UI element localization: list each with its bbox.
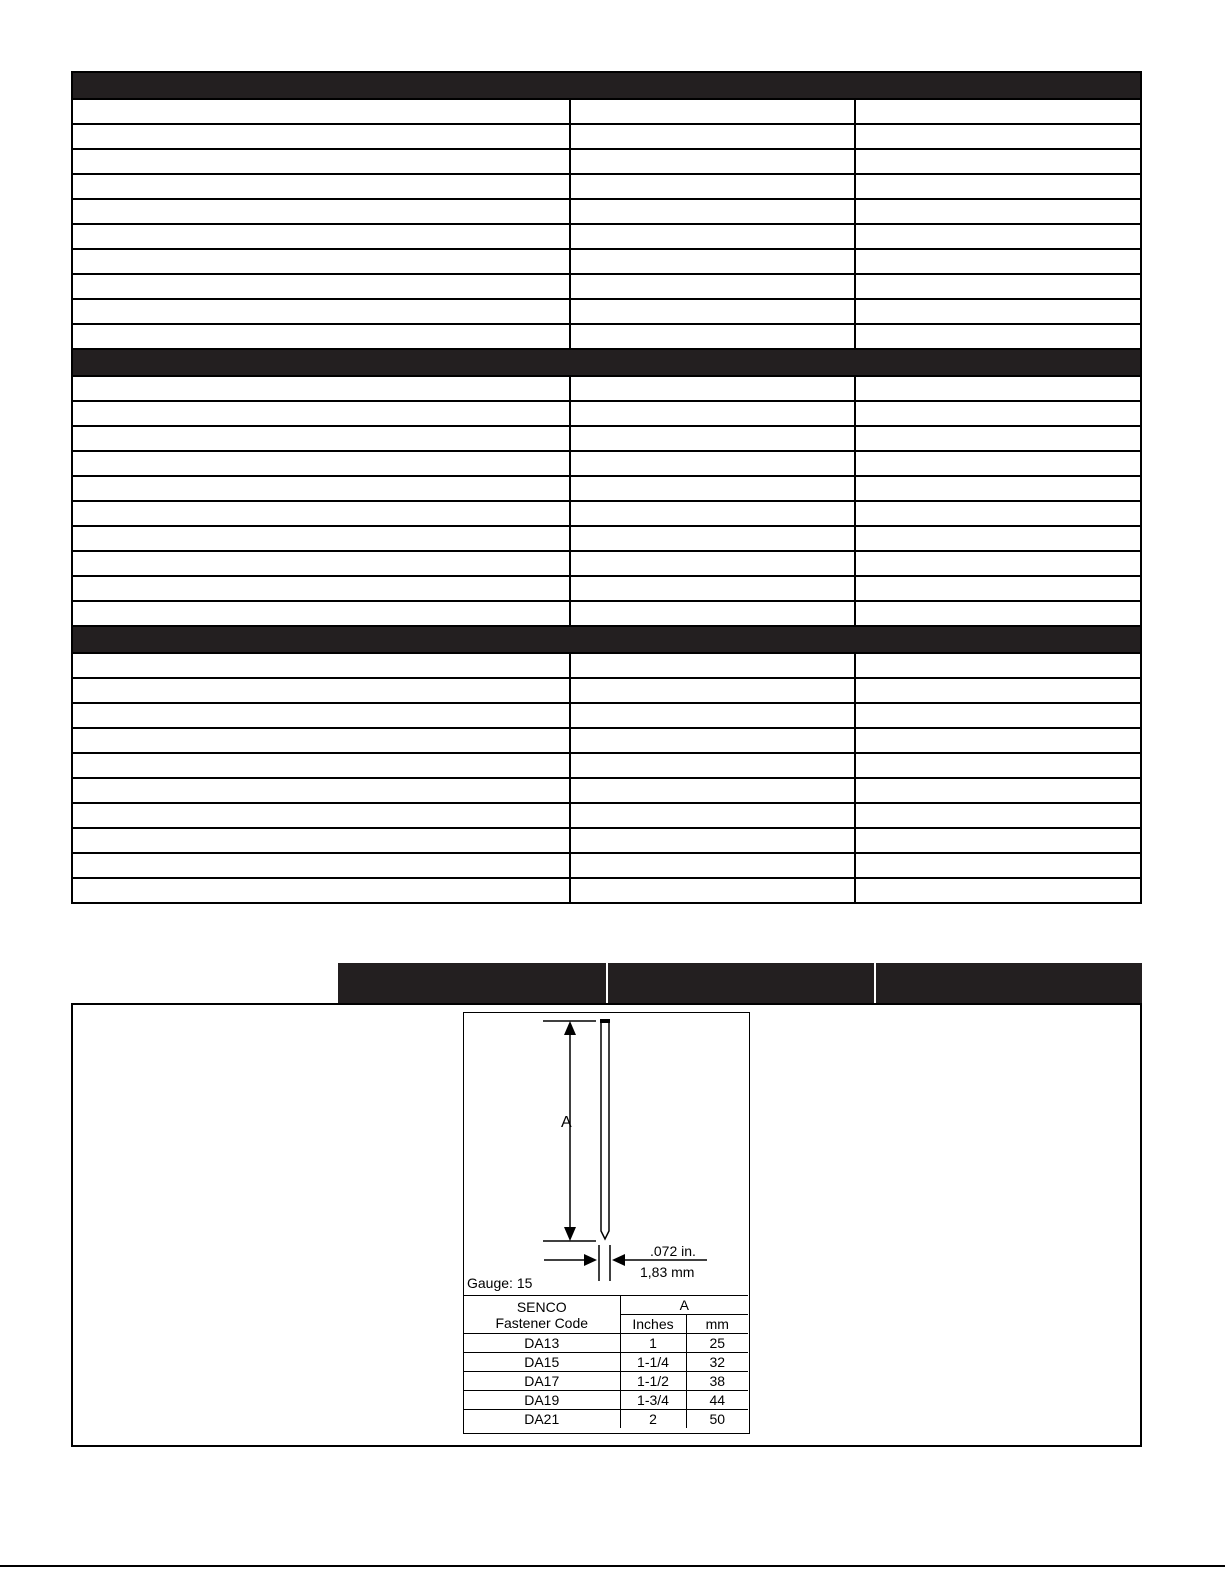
mm-header: mm — [686, 1315, 748, 1334]
diameter-inch-label: .072 in. — [650, 1243, 696, 1259]
table-row — [73, 500, 1140, 525]
table-row — [73, 802, 1140, 827]
table-row — [73, 450, 1140, 475]
table-row — [73, 600, 1140, 625]
nail-head — [600, 1019, 610, 1023]
table-row — [73, 827, 1140, 852]
table-row — [73, 298, 1140, 323]
spec-section-header-2 — [73, 348, 1140, 375]
table-row — [73, 777, 1140, 802]
table-row — [73, 248, 1140, 273]
spec-table — [71, 71, 1142, 904]
table-row — [73, 475, 1140, 500]
table-row — [73, 702, 1140, 727]
fastener-table — [464, 1295, 748, 1428]
dimension-a-label: A — [561, 1114, 572, 1131]
table-row: DA15 1-1/4 32 — [464, 1353, 748, 1372]
table-row — [73, 525, 1140, 550]
code-header: SENCO Fastener Code — [464, 1296, 620, 1334]
spec-section-header-3 — [73, 625, 1140, 652]
table-row — [73, 877, 1140, 902]
page-bottom-rule — [0, 1565, 1225, 1567]
table-row — [73, 98, 1140, 123]
arrow-up-icon — [564, 1021, 576, 1035]
table-row — [73, 323, 1140, 348]
table-row: DA13 1 25 — [464, 1334, 748, 1353]
arrow-right-icon — [584, 1254, 597, 1266]
arrow-down-icon — [564, 1227, 576, 1241]
table-row — [73, 123, 1140, 148]
table-row — [73, 148, 1140, 173]
table-row — [73, 425, 1140, 450]
table-row — [73, 575, 1140, 600]
table-row — [73, 752, 1140, 777]
fastener-header-cell-2 — [608, 963, 874, 1004]
fastener-header-cell-1 — [338, 963, 606, 1004]
table-row — [73, 173, 1140, 198]
table-row: DA17 1-1/2 38 — [464, 1372, 748, 1391]
fastener-header-cell-3 — [876, 963, 1142, 1004]
gauge-label: Gauge: 15 — [467, 1275, 533, 1291]
dim-header: A — [620, 1296, 748, 1315]
fastener-figure — [463, 1012, 750, 1434]
table-row — [73, 677, 1140, 702]
table-row: DA21 2 50 — [464, 1410, 748, 1429]
table-row — [73, 550, 1140, 575]
table-row — [73, 852, 1140, 877]
nail-diagram — [464, 1013, 749, 1295]
table-row — [73, 400, 1140, 425]
table-row — [73, 652, 1140, 677]
arrow-left-icon — [612, 1254, 625, 1266]
table-row — [73, 198, 1140, 223]
table-row: DA19 1-3/4 44 — [464, 1391, 748, 1410]
table-row — [73, 375, 1140, 400]
nail-shank — [601, 1023, 609, 1239]
table-row — [73, 727, 1140, 752]
table-row — [73, 273, 1140, 298]
fastener-header-bar — [338, 963, 1142, 1004]
spec-section-header-1 — [73, 73, 1140, 98]
diameter-mm-label: 1,83 mm — [640, 1264, 695, 1280]
table-row — [73, 223, 1140, 248]
inches-header: Inches — [620, 1315, 686, 1334]
